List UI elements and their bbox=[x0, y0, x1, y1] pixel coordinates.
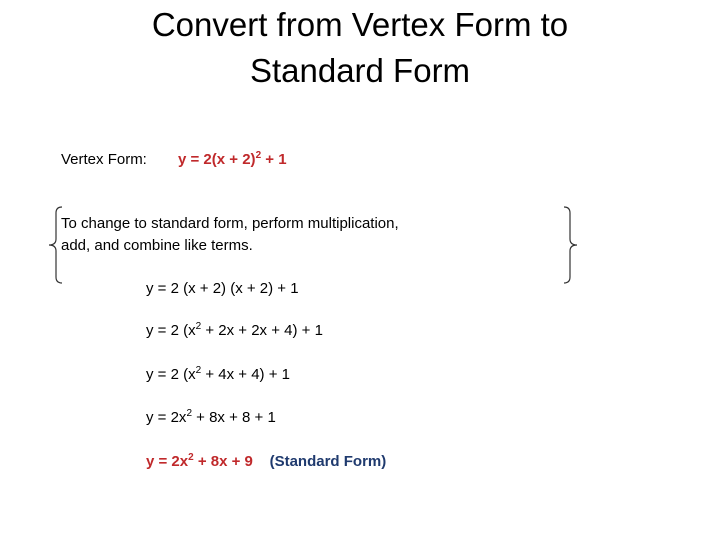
right-brace bbox=[560, 205, 580, 285]
step-3-exponent: 2 bbox=[195, 365, 202, 376]
vertex-eq-suffix: + 1 bbox=[261, 151, 287, 168]
title-line-1: Convert from Vertex Form to bbox=[151, 6, 569, 43]
vertex-eq-prefix: y = 2(x + 2) bbox=[178, 151, 256, 168]
step-2-pre: y = 2 (x bbox=[146, 322, 196, 339]
vertex-form-equation bbox=[178, 151, 287, 168]
instruction-text bbox=[61, 213, 501, 257]
step-3-pre: y = 2 (x bbox=[146, 366, 196, 383]
step-3-post: + 4x + 4) + 1 bbox=[201, 366, 290, 383]
step-4-exponent: 2 bbox=[186, 408, 192, 419]
step-5-equation bbox=[146, 453, 253, 470]
step-5-post: + 8x + 9 bbox=[193, 453, 253, 470]
step-4 bbox=[146, 409, 276, 426]
step-4-pre: y = 2x bbox=[146, 409, 187, 426]
standard-form-tag: (Standard Form) bbox=[269, 453, 387, 470]
vertex-form-label: Vertex Form: bbox=[61, 151, 147, 168]
instruction-line-1: To change to standard form, perform multiplication, bbox=[61, 215, 399, 232]
step-4-post: + 8x + 8 + 1 bbox=[192, 409, 276, 426]
step-5-pre: y = 2x bbox=[146, 453, 189, 470]
instruction-line-2: add, and combine like terms. bbox=[61, 237, 253, 254]
vertex-eq-exponent: 2 bbox=[255, 150, 262, 161]
step-2-post: + 2x + 2x + 4) + 1 bbox=[201, 322, 323, 339]
step-5 bbox=[146, 453, 386, 470]
step-2-exponent: 2 bbox=[195, 321, 202, 332]
step-2 bbox=[146, 322, 323, 339]
step-1: y = 2 (x + 2) (x + 2) + 1 bbox=[146, 280, 299, 297]
step-5-exponent: 2 bbox=[188, 452, 194, 463]
slide-title bbox=[60, 2, 660, 94]
step-3 bbox=[146, 366, 290, 383]
title-line-2: Standard Form bbox=[249, 52, 471, 89]
